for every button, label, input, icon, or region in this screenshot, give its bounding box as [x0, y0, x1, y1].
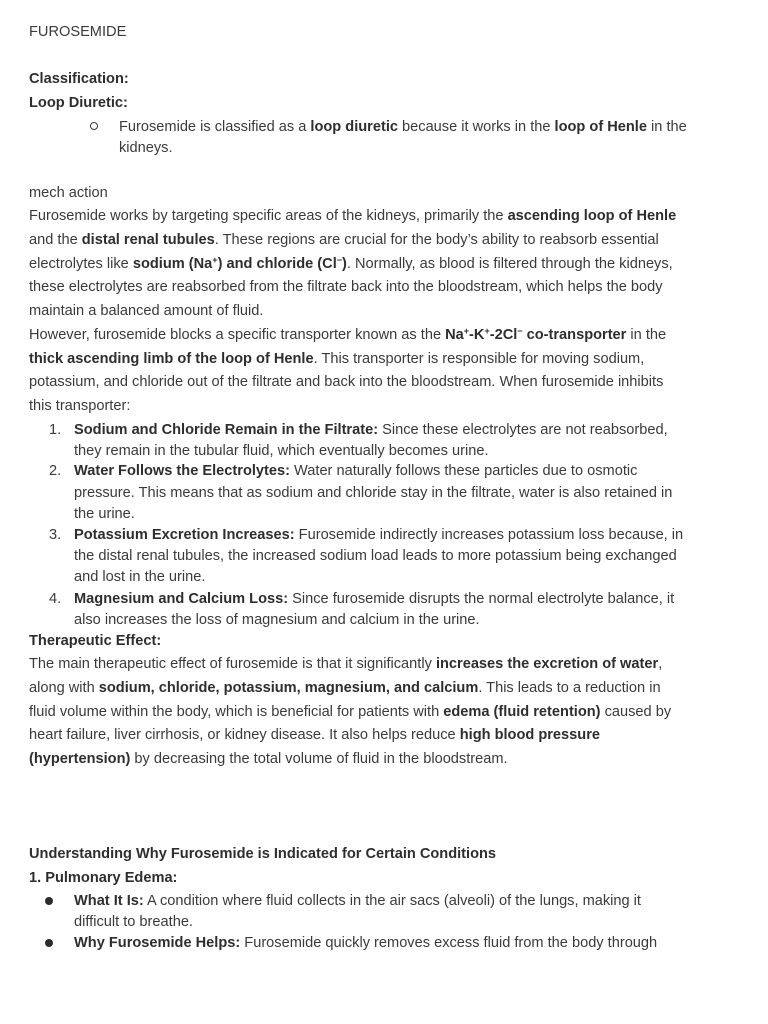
mech-p2-line1: However, furosemide blocks a specific transporter known as the Na+-K+-2Cl− co-transporter in the — [29, 326, 667, 343]
mech-p1-line4: these electrolytes are reabsorbed from the filtrate back into the bloodstream, which helps the body — [29, 279, 663, 295]
classification-heading: Classification: — [29, 71, 129, 87]
classification-bullet-line1: Furosemide is classified as a loop diuretic because it works in the loop of Henle in the — [119, 119, 687, 135]
conditions-heading: Understanding Why Furosemide is Indicated for Certain Conditions — [29, 846, 497, 862]
list-item-4-line1: Magnesium and Calcium Loss: Since furosemide disrupts the normal electrolyte balance, it — [74, 591, 675, 607]
conditions-subheading: 1. Pulmonary Edema: — [29, 870, 178, 886]
list-item-1-line2: they remain in the tubular fluid, which eventually becomes urine. — [74, 443, 489, 459]
mech-p2-line2: thick ascending limb of the loop of Henle. This transporter is responsible for moving sodium, — [29, 351, 645, 367]
list-number: 4. — [49, 591, 62, 607]
therapeutic-line3: fluid volume within the body, which is beneficial for patients with edema (fluid retention) caused by — [29, 704, 672, 720]
list-number: 2. — [49, 463, 62, 479]
mech-p1-line1: Furosemide works by targeting specific areas of the kidneys, primarily the ascending loop of Henle — [29, 208, 677, 224]
list-number: 1. — [49, 422, 62, 438]
therapeutic-line4: heart failure, liver cirrhosis, or kidney disease. It also helps reduce high blood pressure — [29, 727, 600, 743]
mech-p1-line3: electrolytes like sodium (Na+) and chloride (Cl−). Normally, as blood is filtered through the kidneys, — [29, 255, 673, 272]
list-item-1-line1: Sodium and Chloride Remain in the Filtrate: Since these electrolytes are not reabsorbed, — [74, 422, 668, 438]
list-item-4-line2: also increases the loss of magnesium and calcium in the urine. — [74, 612, 480, 628]
mech-p1-line5: maintain a balanced amount of fluid. — [29, 303, 264, 319]
therapeutic-line2: along with sodium, chloride, potassium, magnesium, and calcium. This leads to a reduction in — [29, 680, 661, 696]
mech-p1-line2: and the distal renal tubules. These regions are crucial for the body’s ability to reabsorb essential — [29, 232, 659, 248]
list-item-3-line2: the distal renal tubules, the increased sodium load leads to more potassium being exchanged — [74, 548, 677, 564]
classification-bullet-line2: kidneys. — [119, 140, 173, 156]
list-item-3-line1: Potassium Excretion Increases: Furosemide indirectly increases potassium loss because, in — [74, 527, 684, 543]
condition-bullet-1-line1: What It Is: A condition where fluid collects in the air sacs (alveoli) of the lungs, making it — [74, 893, 641, 909]
classification-subheading: Loop Diuretic: — [29, 95, 128, 111]
condition-bullet-1-line2: difficult to breathe. — [74, 914, 193, 930]
mech-heading: mech action — [29, 185, 108, 201]
mech-p2-line3: potassium, and chloride out of the filtrate and back into the bloodstream. When furosemide inhibits — [29, 374, 664, 390]
document-title: FUROSEMIDE — [29, 24, 127, 40]
list-number: 3. — [49, 527, 62, 543]
therapeutic-heading: Therapeutic Effect: — [29, 633, 162, 649]
mech-p2-line4: this transporter: — [29, 398, 131, 414]
list-item-2-line2: pressure. This means that as sodium and chloride stay in the filtrate, water is also retained in — [74, 485, 673, 501]
list-item-2-line1: Water Follows the Electrolytes: Water naturally follows these particles due to osmotic — [74, 463, 638, 479]
list-item-3-line3: and lost in the urine. — [74, 569, 206, 585]
bullet-dot-icon — [45, 939, 53, 947]
therapeutic-line5: (hypertension) by decreasing the total volume of fluid in the bloodstream. — [29, 751, 508, 767]
therapeutic-line1: The main therapeutic effect of furosemide is that it significantly increases the excretion of water, — [29, 656, 663, 672]
hollow-bullet-icon — [90, 122, 98, 130]
bullet-dot-icon — [45, 897, 53, 905]
condition-bullet-2-line1: Why Furosemide Helps: Furosemide quickly removes excess fluid from the body through — [74, 935, 658, 951]
list-item-2-line3: the urine. — [74, 506, 135, 522]
